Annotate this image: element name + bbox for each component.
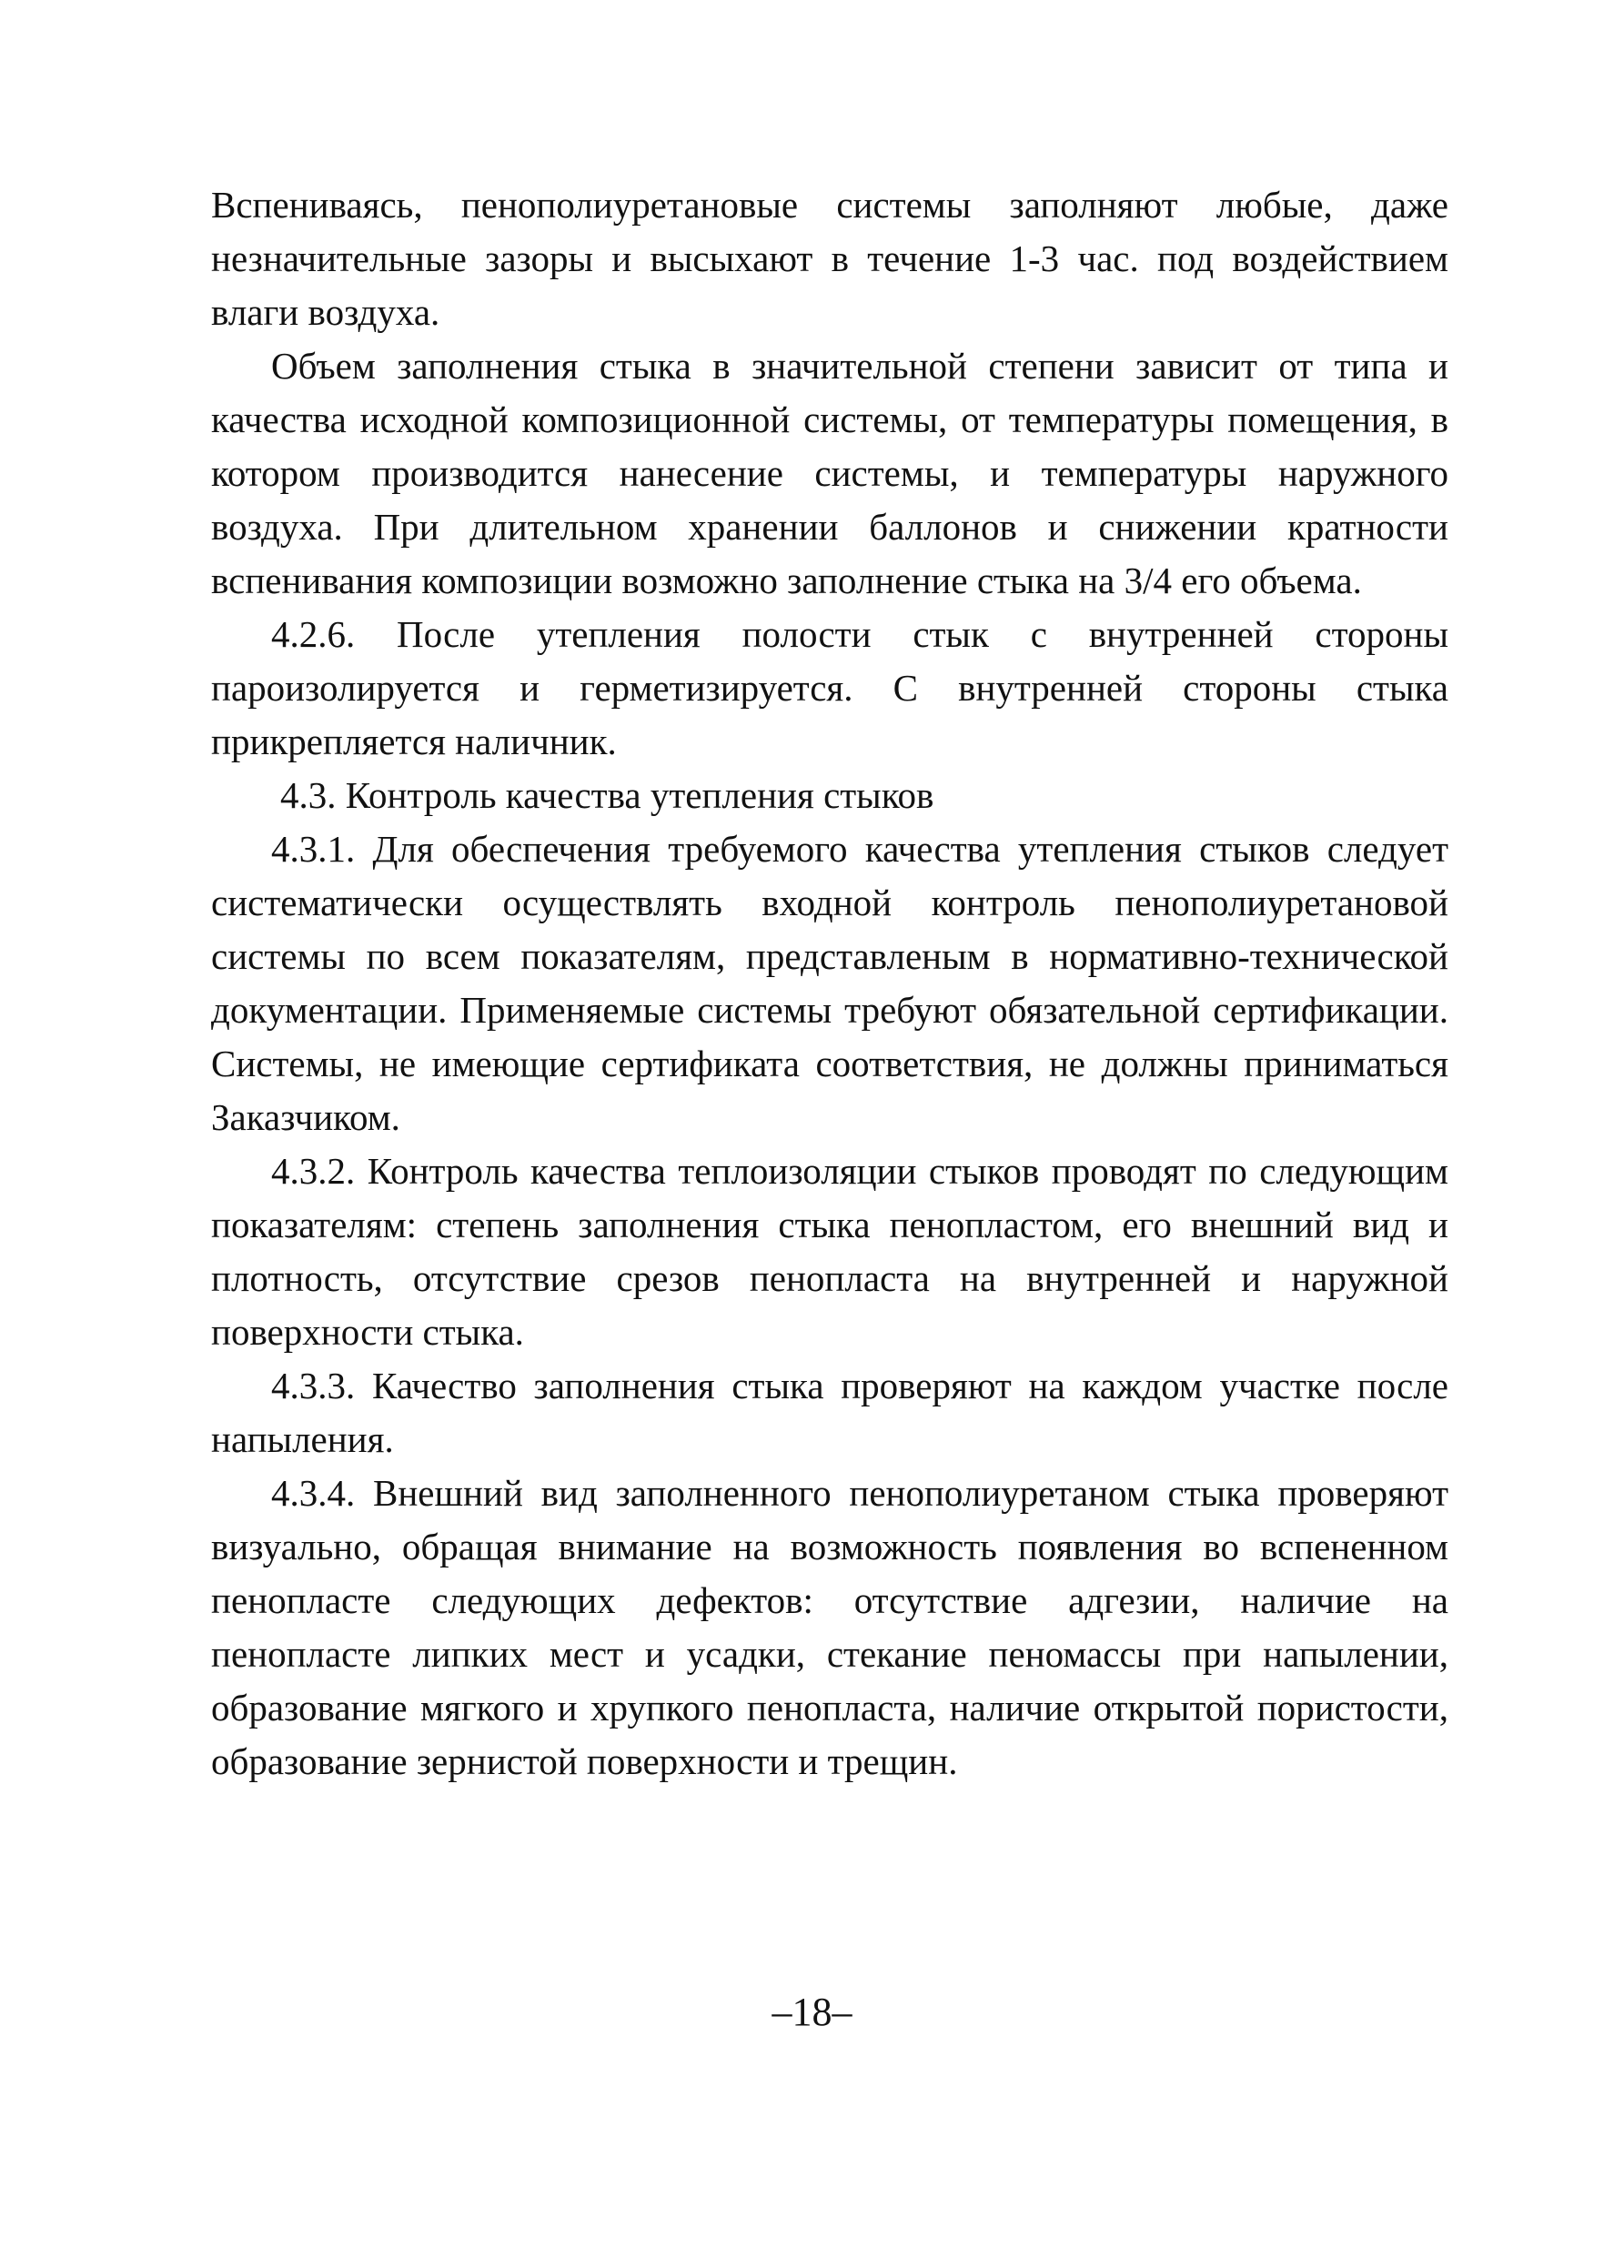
paragraph-4-3-1: 4.3.1. Для обеспечения требуемого качества утепления стыков следует систематически осуществлять входной контроль пенополиуретановой системы по всем показателям, представленым в нормативно-технической документации. Применяемые системы требуют обязательной сертификации. Системы, не имеющие сертификата соответствия, не должны приниматься Заказчиком. bbox=[211, 828, 1448, 1138]
paragraph-4-2-6: 4.2.6. После утепления полости стык с внутренней стороны пароизолируется и герметизируется. С внутренней стороны стыка прикрепляется наличник. bbox=[211, 613, 1448, 762]
document-body bbox=[211, 178, 1448, 1789]
section-heading-4-3: 4.3. Контроль качества утепления стыков bbox=[280, 774, 934, 816]
paragraph-4-3-3: 4.3.3. Качество заполнения стыка проверяют на каждом участке после напыления. bbox=[211, 1365, 1448, 1460]
paragraph-fill-volume: Объем заполнения стыка в значительной степени зависит от типа и качества исходной композиционной системы, от температуры помещения, в котором производится нанесение системы, и температуры наружного воздуха. При длительном хранении баллонов и снижении кратности вспенивания композиции возможно заполнение стыка на 3/4 его объема. bbox=[211, 345, 1448, 601]
page-number: –18– bbox=[772, 1990, 852, 2034]
paragraph-foaming: Вспениваясь, пенополиуретановые системы заполняют любые, даже незначительные зазоры и высыхают в течение 1-3 час. под воздействием влаги воздуха. bbox=[211, 184, 1448, 333]
paragraph-4-3-4: 4.3.4. Внешний вид заполненного пенополиуретаном стыка проверяют визуально, обращая внимание на возможность появления во вспененном пенопласте следующих дефектов: отсутствие адгезии, наличие на пенопласте липких мест и усадки, стекание пеномассы при напылении, образование мягкого и хрупкого пенопласта, наличие открытой пористости, образование зернистой поверхности и трещин. bbox=[211, 1472, 1448, 1782]
paragraph-4-3-2: 4.3.2. Контроль качества теплоизоляции стыков проводят по следующим показателям: степень заполнения стыка пенопластом, его внешний вид и плотность, отсутствие срезов пенопласта на внутренней и наружной поверхности стыка. bbox=[211, 1150, 1448, 1353]
